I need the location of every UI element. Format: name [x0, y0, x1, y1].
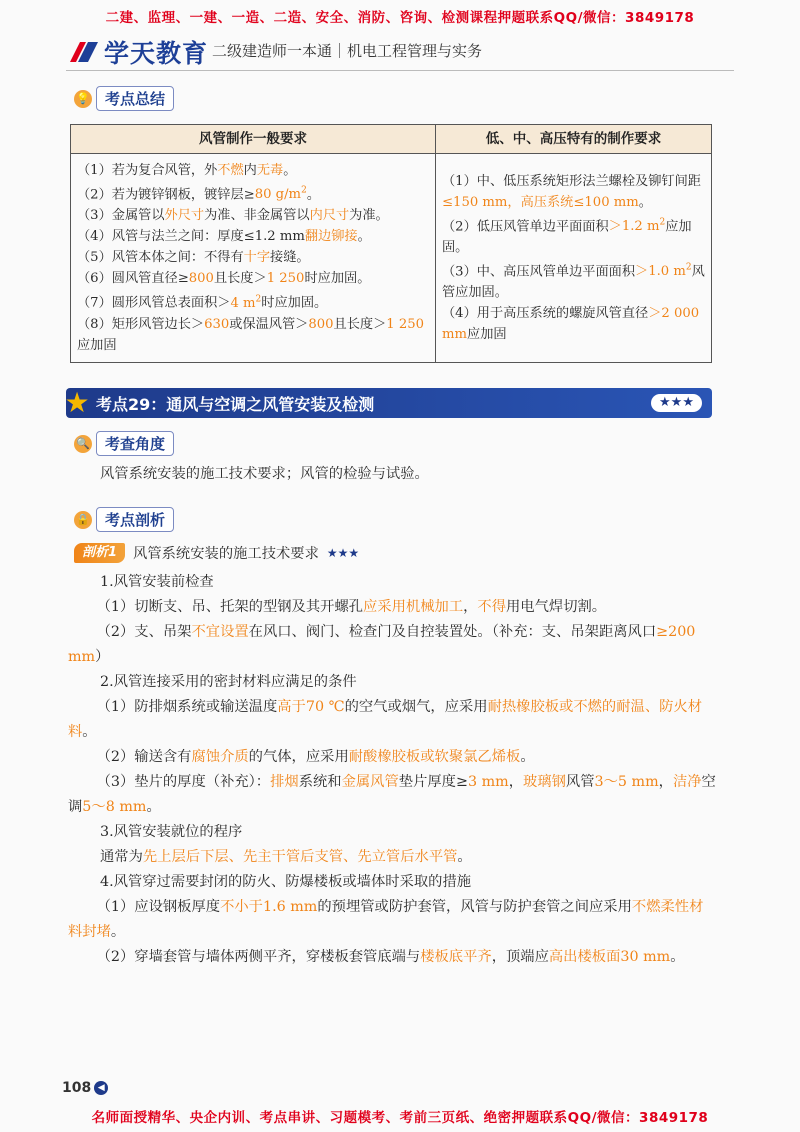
- general-item: （7）圆形风管总表面积＞4 $m^2$时应加固。: [77, 294, 328, 311]
- angle-tag-label: 考查角度: [96, 431, 174, 456]
- section-header-bar: [66, 388, 712, 418]
- analysis-tag-label: 考点剖析: [96, 507, 174, 532]
- summary-table-wrap: [70, 124, 712, 363]
- pressure-item: （3）中、高压风管单边平面面积＞1.0 $m^2$风管应加固。: [442, 262, 705, 301]
- general-item: （1）若为复合风管，外不燃内无毒。: [77, 163, 297, 178]
- general-item: （4）风管与法兰之间：厚度≤1.2 mm翻边铆接。: [77, 229, 371, 245]
- pressure-item: （1）中、低压系统矩形法兰螺栓及铆钉间距≤150 mm，高压系统≤100 mm。: [442, 173, 701, 210]
- logo-text: 学天教育: [104, 39, 209, 68]
- item-text: （2）支、吊架不宜设置在风口、阀门、检查门及自控装置处。（补充：支、吊架距离风口≥200 mm）: [68, 624, 696, 665]
- table-header-general: 风管制作一般要求: [71, 125, 436, 154]
- lightbulb-icon: 💡: [74, 90, 92, 108]
- pressure-item: （4）用于高压系统的螺旋风管直径＞2 000 mm应加固: [442, 306, 700, 343]
- general-item: （2）若为镀锌钢板，镀锌层≥80 $g/m^2$。: [77, 186, 320, 203]
- header-divider: [66, 70, 734, 71]
- item-text: （1）防排烟系统或输送温度高于70 ℃的空气或烟气，应采用耐热橡胶板或不燃的耐温、防火材料。: [68, 699, 703, 740]
- summary-tag-label: 考点总结: [96, 86, 174, 111]
- publisher-logo: [66, 34, 208, 70]
- logo-mark-icon: [66, 40, 100, 64]
- page-number-text: 108: [62, 1080, 92, 1096]
- angle-text: 风管系统安装的施工技术要求；风管的检验与试验。: [100, 466, 429, 482]
- item-text: （1）应设钢板厚度不小于1.6 mm的预埋管或防护套管，风管与防护套管之间应采用不燃柔性材料封堵。: [68, 899, 704, 940]
- item-heading: 4.风管穿过需要封闭的防火、防爆楼板或墙体时采取的措施: [100, 874, 472, 890]
- lock-icon: 🔒: [74, 511, 92, 529]
- analysis-title: 风管系统安装的施工技术要求: [133, 546, 319, 562]
- summary-table: [70, 124, 712, 363]
- summary-tag: [74, 86, 174, 111]
- pressure-requirements-cell: [436, 154, 712, 363]
- item-text: 通常为先上层后下层、先主干管后支管、先立管后水平管。: [100, 849, 472, 865]
- pressure-item: （2）低压风管单边平面面积＞1.2 $m^2$应加固。: [442, 217, 692, 255]
- item-heading: 1.风管安装前检查: [100, 574, 214, 590]
- header-subtitle: 二级建造师一本通｜机电工程管理与实务: [212, 42, 483, 60]
- angle-tag: [74, 431, 174, 456]
- item-text: （3）垫片的厚度（补充）：排烟系统和金属风管垫片厚度≥3 mm，玻璃钢风管3～5 mm，洁净空调5～8 mm。: [68, 774, 716, 815]
- item-text: （1）切断支、吊、托架的型钢及其开螺孔应采用机械加工，不得用电气焊切割。: [96, 599, 607, 615]
- analysis-badge: 剖析1: [74, 543, 125, 563]
- arrow-left-icon: ◀: [94, 1081, 108, 1095]
- section-title: 考点29：通风与空调之风管安装及检测: [96, 394, 375, 414]
- general-item: （5）风管本体之间：不得有十字接缝。: [77, 250, 310, 266]
- item-text: （2）穿墙套管与墙体两侧平齐，穿楼板套管底端与楼板底平齐，顶端应高出楼板面30 mm。: [96, 949, 685, 965]
- item-text: （2）输送含有腐蚀介质的气体，应采用耐酸橡胶板或软聚氯乙烯板。: [96, 749, 535, 765]
- analysis-subheader: [74, 543, 359, 563]
- table-header-pressure: 低、中、高压特有的制作要求: [436, 125, 712, 154]
- general-item: （8）矩形风管边长＞630或保温风管＞800且长度＞1 250应加固: [77, 316, 425, 353]
- magnifier-icon: 🔍: [74, 435, 92, 453]
- general-item: （6）圆风管直径≥800且长度＞1 250时应加固。: [77, 271, 371, 287]
- page-number: [62, 1080, 108, 1096]
- analysis-tag: [74, 507, 174, 532]
- section-rating: ★★★: [651, 394, 702, 412]
- item-heading: 3.风管安装就位的程序: [100, 824, 243, 840]
- bottom-banner: 名师面授精华、央企内训、考点串讲、习题模考、考前三页纸、绝密押题联系QQ/微信：3849178: [91, 1110, 709, 1126]
- star-icon: ★: [64, 386, 90, 419]
- general-requirements-cell: [71, 154, 436, 363]
- item-heading: 2.风管连接采用的密封材料应满足的条件: [100, 674, 357, 690]
- analysis-rating: ★★★: [326, 546, 360, 560]
- top-banner: 二建、监理、一建、一造、二造、安全、消防、咨询、检测课程押题联系QQ/微信：3849178: [105, 10, 695, 26]
- general-item: （3）金属管以外尺寸为准、非金属管以内尺寸为准。: [77, 208, 389, 224]
